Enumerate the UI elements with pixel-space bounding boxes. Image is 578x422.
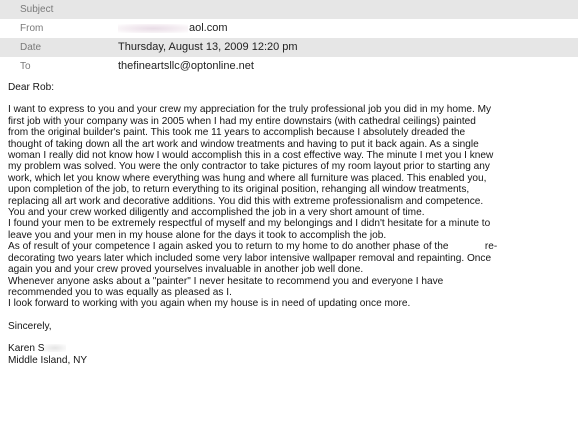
body-line: I look forward to working with you again when my house is in need of updating once more. [8, 298, 411, 310]
redacted-surname [44, 344, 66, 352]
signature-block [8, 343, 574, 366]
from-label: From [20, 23, 44, 34]
body-line: I want to express to you and your crew my appreciation for the truly professional job you did in my home. My [8, 104, 492, 116]
from-domain: aol.com [189, 22, 228, 34]
date-label: Date [20, 42, 42, 53]
signature-place: Middle Island, NY [8, 354, 88, 366]
body-line: my problem was solved. You were the only contractor to take pictures of my room layout prior to starting any [8, 161, 490, 173]
body-line: You and your crew worked diligently and accomplished the job in a very short amount of time. [8, 207, 425, 219]
date-row [0, 38, 578, 57]
subject-row [0, 0, 578, 19]
body-line: from the original builder's paint. This took me 11 years to accomplish because I absolutely dreaded the [8, 127, 466, 139]
body-line: replacing all art work and decorative additions. You did this with extreme professionalism and competence. [8, 195, 484, 207]
closing: Sincerely, [8, 320, 52, 332]
email-header [0, 0, 578, 78]
signature-name-line [8, 343, 574, 354]
body-line: As of result of your competence I again asked you to return to my home to do another phase of the re- [8, 241, 498, 253]
body-line: leave you and your men in my house alone for the days it took to accomplish the job. [8, 229, 387, 241]
to-label: To [20, 61, 31, 72]
letter-paragraphs [8, 104, 574, 309]
body-line: recommended you to was equally as pleased as I. [8, 286, 232, 298]
subject-label: Subject [20, 4, 54, 15]
from-value[interactable] [118, 19, 228, 38]
redacted-sender [118, 24, 188, 33]
signature-name: Karen S [8, 343, 45, 355]
date-value: Thursday, August 13, 2009 12:20 pm [118, 41, 298, 53]
to-row [0, 57, 578, 76]
to-value[interactable]: thefineartsllc@optonline.net [118, 60, 254, 72]
body-line: I found your men to be extremely respectful of myself and my belongings and I didn't hesitate for a minute to [8, 218, 491, 230]
body-line: again you and your crew proved yourselves invaluable in another job well done. [8, 264, 364, 276]
body-line: Whenever anyone asks about a "painter" I never hesitate to recommend you and everyone I have [8, 275, 444, 287]
from-row [0, 19, 578, 38]
body-line: thought of taking down all the art work and window treatments and having to put it back again. As a single [8, 138, 479, 150]
body-line: upon completion of the job, to return everything to its original position, rehanging all window treatments, [8, 184, 470, 196]
letter-body [8, 82, 574, 366]
body-line: first job with your company was in 2005 when I had my entire downstairs (with cathedral ceilings) painted [8, 115, 476, 127]
salutation: Dear Rob: [8, 82, 55, 93]
body-line: woman I really did not know how I would accomplish this in a cost effective way. The minute I met you I knew [8, 150, 494, 162]
body-line: work, which let you know where everything was hung and where all furniture was placed. This enabled you, [8, 172, 487, 184]
body-line: decorating two years later which included some very labor intensive wallpaper removal and repainting. Once [8, 252, 492, 264]
